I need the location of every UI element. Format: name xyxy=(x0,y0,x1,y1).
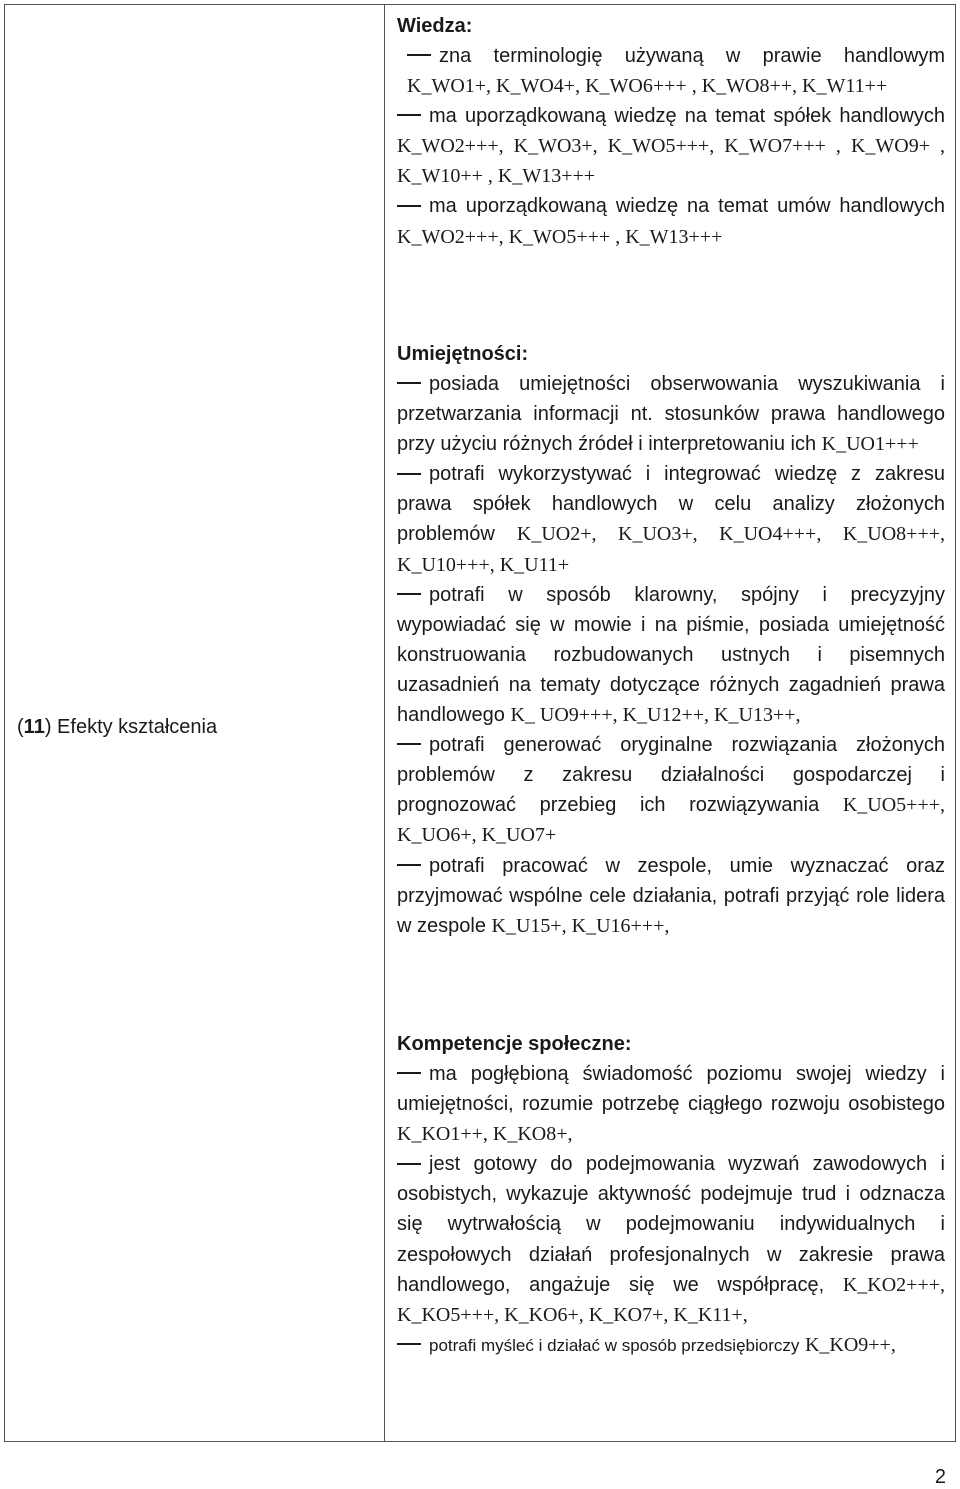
social-item xyxy=(397,1149,945,1330)
knowledge-item xyxy=(397,101,945,191)
dash-icon xyxy=(407,54,431,56)
page-number: 2 xyxy=(934,1466,946,1488)
knowledge-heading: Wiedza: xyxy=(397,15,473,37)
outcomes-table xyxy=(4,4,956,1442)
skills-heading: Umiejętności: xyxy=(397,343,529,365)
knowledge-section xyxy=(397,11,945,252)
item-codes: K_UO2+, K_UO3+, K_UO4+++, K_UO8+++, K_U10+++, K_U11+ xyxy=(397,523,945,576)
dash-icon xyxy=(397,205,421,207)
item-codes: K_WO1+, K_WO4+, K_WO6+++ , K_WO8++, K_W11++ xyxy=(407,75,888,98)
skills-item xyxy=(397,580,945,730)
item-text: potrafi pracować w zespole, umie wyznaczać oraz przyjmować wspólne cele działania, potrafi przyjąć role lidera w zespole xyxy=(397,854,945,937)
item-text: ma pogłębioną świadomość poziomu swojej wiedzy i umiejętności, rozumie potrzebę ciągłego rozwoju osobistego xyxy=(397,1063,945,1116)
item-text: posiada umiejętności obserwowania wyszukiwania i przetwarzania informacji nt. stosunków prawa handlowego przy użyciu różnych źródeł i interpretowaniu ich xyxy=(397,373,945,456)
skills-section xyxy=(397,339,945,941)
skills-item xyxy=(397,851,945,941)
social-heading: Kompetencje społeczne: xyxy=(397,1033,632,1055)
knowledge-item xyxy=(397,41,945,101)
row-label-text: Efekty kształcenia xyxy=(57,716,218,738)
item-text: potrafi w sposób klarowny, spójny i precyzyjny wypowiadać się w mowie i na piśmie, posiada umiejętność konstruowania rozbudowanych ustnych i pisemnych uzasadnień na tematy dotyczące różnych zagadnień prawa handlowego xyxy=(397,583,945,727)
dash-icon xyxy=(397,473,421,475)
item-codes: K_WO2+++, K_WO3+, K_WO5+++, K_WO7+++ , K_WO9+ , K_W10++ , K_W13+++ xyxy=(397,135,945,188)
dash-icon xyxy=(397,1343,421,1345)
item-codes: K_UO5+++, K_UO6+, K_UO7+ xyxy=(397,794,946,847)
item-codes: K_U15+, K_U16+++, xyxy=(491,914,670,937)
dash-icon xyxy=(397,1163,421,1165)
item-text: zna terminologię używaną w prawie handlowym xyxy=(439,45,945,67)
row-number: 11 xyxy=(23,716,45,738)
dash-icon xyxy=(397,593,421,595)
item-text: potrafi myśleć i działać w sposób przedsiębiorczy xyxy=(429,1335,800,1355)
row-label: (11) Efekty kształcenia xyxy=(17,716,218,738)
social-item xyxy=(397,1059,945,1149)
item-codes: K_ UO9+++, K_U12++, K_U13++, xyxy=(510,704,801,727)
dash-icon xyxy=(397,1072,421,1074)
dash-icon xyxy=(397,382,421,384)
item-codes: K_WO2+++, K_WO5+++ , K_W13+++ xyxy=(397,225,723,248)
skills-item xyxy=(397,369,945,459)
item-codes: K_KO1++, K_KO8+, xyxy=(397,1123,573,1146)
dash-icon xyxy=(397,114,421,116)
row-label-cell xyxy=(5,5,385,1441)
item-text: potrafi wykorzystywać i integrować wiedzę z zakresu prawa spółek handlowych w celu analizy złożonych problemów xyxy=(397,463,945,546)
social-item xyxy=(397,1330,945,1361)
item-text: ma uporządkowaną wiedzę na temat spółek handlowych xyxy=(429,105,945,128)
skills-item xyxy=(397,459,945,579)
knowledge-item xyxy=(397,191,945,251)
item-text: potrafi generować oryginalne rozwiązania złożonych problemów z zakresu działalności gospodarczej i prognozować przebieg ich rozwiązywania xyxy=(397,734,945,817)
skills-item xyxy=(397,730,945,850)
dash-icon xyxy=(397,864,421,866)
dash-icon xyxy=(397,743,421,745)
row-content-cell xyxy=(385,5,955,1441)
item-codes: K_KO9++, xyxy=(804,1333,896,1356)
item-codes: K_UO1+++ xyxy=(821,433,919,456)
item-text: ma uporządkowaną wiedzę na temat umów handlowych xyxy=(429,195,945,218)
item-codes: K_KO2+++, K_KO5+++, K_KO6+, K_KO7+, K_K11+, xyxy=(397,1273,946,1326)
item-text: jest gotowy do podejmowania wyzwań zawodowych i osobistych, wykazuje aktywność podejmuje trud i odznacza się wytrwałością w podejmowaniu indywidualnych i zespołowych działań profesjonalnych w zakresie prawa handlowego, angażuje się we współpracę, xyxy=(397,1153,945,1296)
social-competences-section xyxy=(397,1029,945,1361)
